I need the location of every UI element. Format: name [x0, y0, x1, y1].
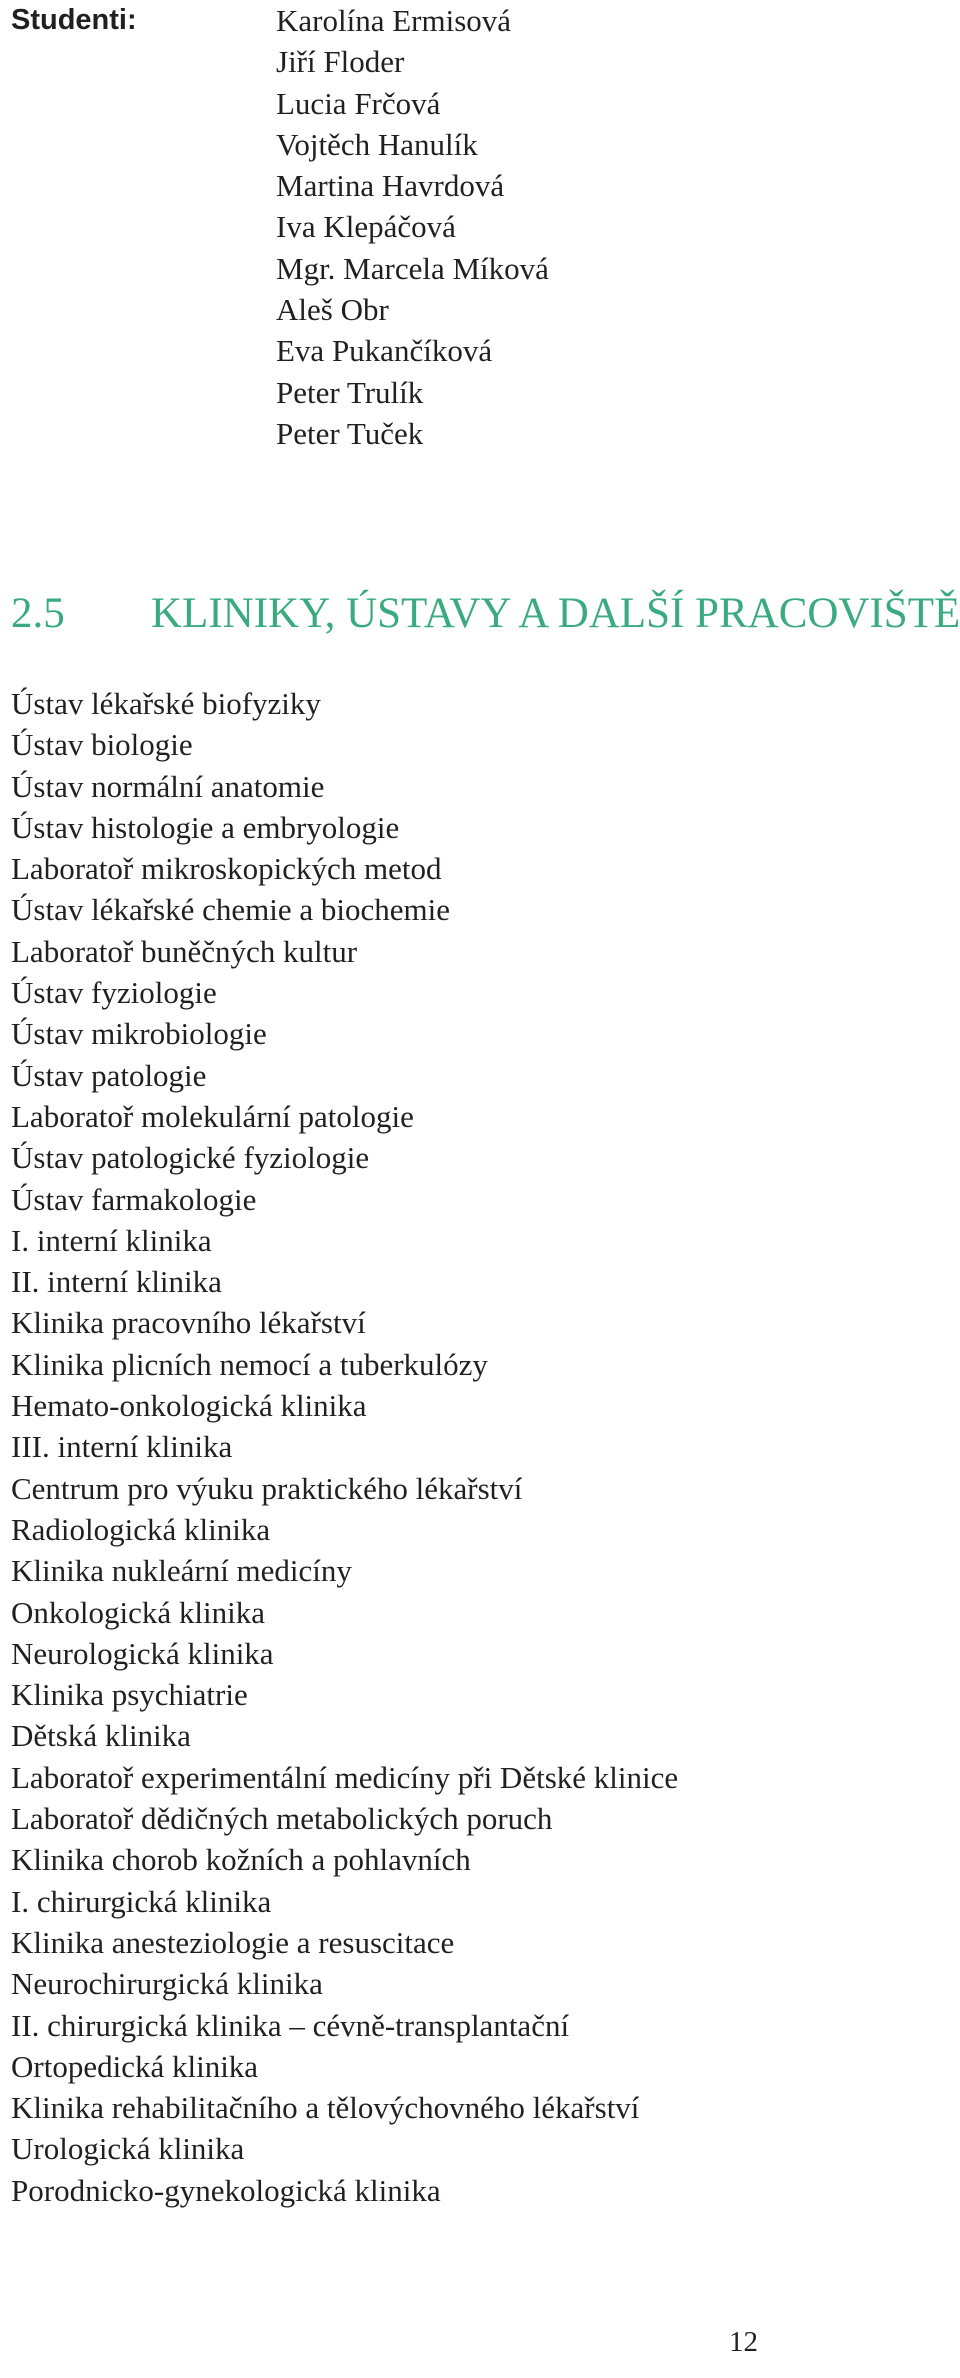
student-name: Iva Klepáčová	[276, 209, 456, 245]
department-item: Centrum pro výuku praktického lékařství	[11, 1470, 523, 1506]
student-name: Martina Havrdová	[276, 168, 505, 204]
department-item: Laboratoř experimentální medicíny při Dětské klinice	[11, 1759, 679, 1795]
department-item: Laboratoř mikroskopických metod	[11, 851, 442, 887]
student-name: Vojtěch Hanulík	[276, 126, 478, 162]
department-item: Ústav lékařské biofyziky	[11, 686, 321, 721]
department-item: Klinika pracovního lékařství	[11, 1305, 366, 1341]
department-item: Klinika nukleární medicíny	[11, 1553, 352, 1589]
department-item: Ústav patologické fyziologie	[11, 1140, 370, 1176]
department-item: Ústav histologie a embryologie	[11, 809, 400, 845]
department-item: II. interní klinika	[11, 1264, 222, 1300]
student-name: Eva Pukančíková	[276, 333, 493, 369]
department-item: Ortopedická klinika	[11, 2048, 259, 2084]
section-title: KLINIKY, ÚSTAVY A DALŠÍ PRACOVIŠTĚ	[151, 590, 960, 637]
department-item: Laboratoř molekulární patologie	[11, 1098, 414, 1134]
department-item: Neurochirurgická klinika	[11, 1966, 323, 2002]
department-item: Ústav farmakologie	[11, 1181, 257, 1217]
department-item: Klinika rehabilitačního a tělovýchovného lékařství	[11, 2090, 640, 2126]
student-name: Aleš Obr	[276, 292, 389, 328]
department-item: Neurologická klinika	[11, 1635, 274, 1671]
department-item: III. interní klinika	[11, 1429, 233, 1465]
department-item: Ústav lékařské chemie a biochemie	[11, 892, 450, 928]
department-item: Ústav fyziologie	[11, 975, 217, 1011]
department-item: Onkologická klinika	[11, 1594, 265, 1630]
department-item: Klinika anesteziologie a resuscitace	[11, 1924, 455, 1960]
department-item: Laboratoř dědičných metabolických poruch	[11, 1801, 553, 1837]
department-item: Klinika plicních nemocí a tuberkulózy	[11, 1346, 488, 1382]
department-item: Ústav biologie	[11, 727, 193, 763]
department-item: Dětská klinika	[11, 1718, 191, 1754]
student-name: Jiří Floder	[276, 44, 405, 80]
department-item: I. chirurgická klinika	[11, 1883, 272, 1919]
students-list	[276, 0, 549, 454]
department-item: Ústav normální anatomie	[11, 768, 325, 804]
section-number: 2.5	[11, 590, 65, 637]
student-name: Peter Tuček	[276, 415, 424, 451]
department-item: Hemato-onkologická klinika	[11, 1388, 367, 1424]
department-item: Ústav mikrobiologie	[11, 1016, 267, 1052]
department-item: Urologická klinika	[11, 2131, 245, 2167]
page-number: 12	[729, 2326, 758, 2358]
student-name: Karolína Ermisová	[276, 3, 512, 38]
section-heading	[11, 584, 960, 644]
student-name: Peter Trulík	[276, 374, 424, 410]
department-item: Ústav patologie	[11, 1057, 207, 1093]
department-item: Klinika chorob kožních a pohlavních	[11, 1842, 471, 1878]
student-name: Lucia Frčová	[276, 85, 441, 121]
department-item: I. interní klinika	[11, 1222, 212, 1258]
department-item: Radiologická klinika	[11, 1511, 271, 1547]
department-item: Laboratoř buněčných kultur	[11, 933, 358, 969]
departments-list	[11, 683, 678, 2211]
student-name: Mgr. Marcela Míková	[276, 250, 549, 286]
department-item: Porodnicko-gynekologická klinika	[11, 2172, 441, 2208]
department-item: Klinika psychiatrie	[11, 1677, 248, 1713]
department-item: II. chirurgická klinika – cévně-transplantační	[11, 2007, 570, 2043]
students-label: Studenti:	[11, 4, 137, 36]
